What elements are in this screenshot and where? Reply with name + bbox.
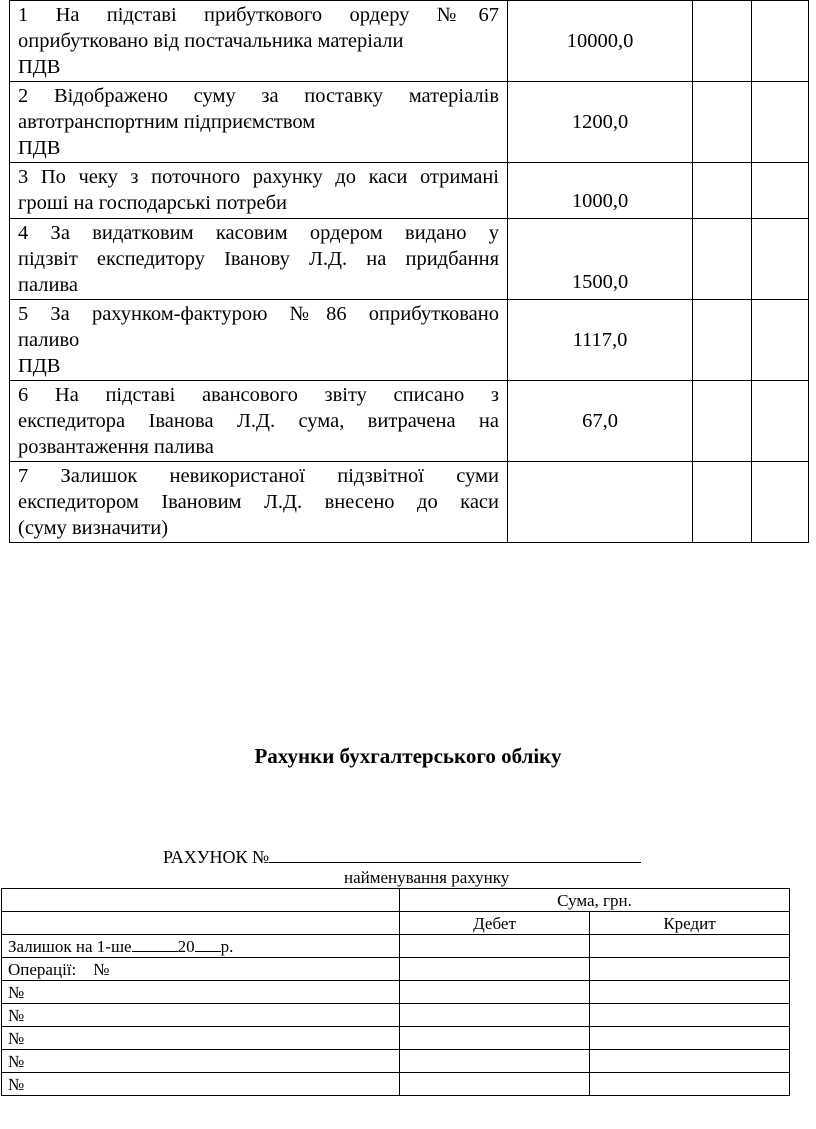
credit-cell[interactable] [590,1027,790,1050]
number-sign: № [93,959,110,979]
operation-description [10,1,508,82]
debit-header: Дебет [400,912,590,935]
entry-row [2,981,790,1004]
operation-text-line: палива [18,274,78,296]
balance-row [2,935,790,958]
operation-row-1 [10,1,809,82]
operation-amount[interactable] [508,462,693,543]
entry-number[interactable]: № [2,1004,400,1027]
balance-year-field[interactable] [195,935,221,952]
operation-description [10,300,508,381]
operation-row-2 [10,82,809,163]
operation-text-line: 1 На підставі прибуткового ордеру №67 [18,4,499,26]
balance-year-prefix: 20 [177,937,195,956]
empty-header-cell [2,889,400,912]
operations-table [9,0,809,543]
operation-text-line: 4 За видатковим касовим ордером видано у [18,222,499,244]
account-label: РАХУНОК № [163,847,270,867]
operation-amount: 67,0 [508,381,693,462]
operation-text-line: гроші на господарські потреби [18,192,288,214]
credit-cell[interactable] [752,462,809,543]
credit-cell[interactable] [590,1073,790,1096]
operation-amount: 1117,0 [508,300,693,381]
account-subheader-row [2,912,790,935]
credit-header: Кредит [590,912,790,935]
operation-text-line: автотранспортним підприємством [18,111,316,133]
account-name-field[interactable] [269,844,641,863]
debit-cell[interactable] [693,219,752,300]
operation-text-line: ПДВ [18,56,61,78]
operation-row-7 [10,462,809,543]
operation-text-line: 2 Відображено суму за поставку матеріалів [18,85,499,107]
operation-amount: 1500,0 [508,219,693,300]
debit-cell[interactable] [400,1050,590,1073]
debit-cell[interactable] [693,462,752,543]
entry-row [2,1004,790,1027]
credit-cell[interactable] [590,981,790,1004]
sum-header: Сума, грн. [400,889,790,912]
empty-header-cell [2,912,400,935]
debit-cell[interactable] [400,1027,590,1050]
operation-description [10,219,508,300]
operation-text-line: 5 За рахунком-фактурою №86 оприбутковано [18,303,499,325]
balance-label [2,935,400,958]
operation-text-line: експедитора Іванова Л.Д. сума, витрачена на [18,410,499,432]
operation-text-line: паливо [18,329,80,351]
credit-cell[interactable] [752,381,809,462]
operation-text-line: оприбутковано від постачальника матеріали [18,30,404,52]
operations-row [2,958,790,981]
debit-cell[interactable] [693,300,752,381]
operation-amount: 10000,0 [508,1,693,82]
operation-row-6 [10,381,809,462]
debit-cell[interactable] [693,82,752,163]
entry-row [2,1027,790,1050]
credit-cell[interactable] [752,300,809,381]
operation-row-5 [10,300,809,381]
debit-cell[interactable] [693,1,752,82]
operation-description [10,462,508,543]
entry-number[interactable]: № [2,1027,400,1050]
operation-amount: 1200,0 [508,82,693,163]
debit-cell[interactable] [400,981,590,1004]
operation-description [10,381,508,462]
operations-label-cell [2,958,400,981]
operation-description [10,163,508,219]
operation-row-4 [10,219,809,300]
credit-cell[interactable] [590,1050,790,1073]
debit-cell[interactable] [400,958,590,981]
entry-number[interactable]: № [2,981,400,1004]
operation-text-line: 6 На підставі авансового звіту списано з [18,384,499,406]
operation-description [10,82,508,163]
balance-day-field[interactable] [132,935,178,952]
debit-cell[interactable] [693,163,752,219]
account-number-line [163,844,641,868]
credit-cell[interactable] [752,82,809,163]
credit-cell[interactable] [590,958,790,981]
account-header-row [2,889,790,912]
entry-number[interactable]: № [2,1050,400,1073]
entry-row [2,1050,790,1073]
operation-row-3 [10,163,809,219]
operation-text-line: ПДВ [18,137,61,159]
debit-cell[interactable] [400,1004,590,1027]
section-title: Рахунки бухгалтерського обліку [254,744,562,768]
operation-text-line: 3 По чеку з поточного рахунку до каси отримані [18,166,499,188]
operation-text-line: підзвіт експедитору Іванову Л.Д. на придбання [18,248,499,270]
credit-cell[interactable] [590,935,790,958]
debit-cell[interactable] [400,1073,590,1096]
credit-cell[interactable] [590,1004,790,1027]
debit-cell[interactable] [693,381,752,462]
balance-suffix: р. [220,937,234,956]
operation-text-line: експедитором Івановим Л.Д. внесено до каси [18,491,499,513]
account-table [1,888,790,1096]
operations-label: Операції: [8,959,77,979]
operation-text-line: ПДВ [18,355,61,377]
credit-cell[interactable] [752,163,809,219]
operation-text-line: (суму визначити) [18,517,169,539]
debit-cell[interactable] [400,935,590,958]
credit-cell[interactable] [752,1,809,82]
account-name-caption: найменування рахунку [344,868,510,887]
balance-prefix: Залишок на 1-ше [8,937,132,956]
operation-text-line: 7 Залишок невикористаної підзвітної суми [18,465,499,487]
operation-amount: 1000,0 [508,163,693,219]
credit-cell[interactable] [752,219,809,300]
entry-row [2,1073,790,1096]
entry-number[interactable]: № [2,1073,400,1096]
operation-text-line: розвантаження палива [18,436,214,458]
